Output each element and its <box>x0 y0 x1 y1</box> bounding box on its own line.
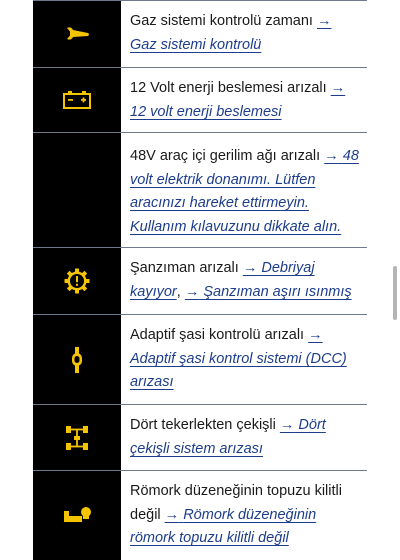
row-label: Dört tekerlekten çekişli <box>130 417 276 433</box>
four-wheel-drive-icon <box>66 425 88 451</box>
link-48v-electrical-system[interactable]: → 48 volt elektrik donanımı. Lütfen aracınızı hareket ettirmeyin. Kullanım kılavuzunu dikkate alın. <box>130 148 359 235</box>
table-row <box>33 315 367 405</box>
row-label: Römork düzeneğinin topuzu kilitli değil <box>130 483 342 523</box>
row-label: Gaz sistemi kontrolü zamanı <box>130 13 313 29</box>
scrollbar[interactable] <box>393 266 397 320</box>
link-4wd-system-fault[interactable]: → Dört çekişli sistem arızası <box>130 417 326 457</box>
transmission-gear-warning-icon <box>64 268 90 294</box>
table-row <box>33 405 367 471</box>
link-dcc-malfunction[interactable]: → Adaptif şasi kontrol sistemi (DCC) arızası <box>130 327 347 391</box>
table-row <box>33 471 367 560</box>
adaptive-chassis-icon <box>70 347 84 373</box>
row-label: Adaptif şasi kontrolü arızalı <box>130 327 305 343</box>
wrench-icon <box>64 26 90 42</box>
trailer-hitch-icon <box>62 507 92 525</box>
battery-icon <box>62 90 92 110</box>
table-row <box>33 68 367 133</box>
icon-cell <box>33 471 121 560</box>
icon-cell <box>33 68 121 132</box>
link-12v-power-supply[interactable]: → 12 volt enerji beslemesi <box>130 80 346 120</box>
link-gas-system-check[interactable]: → Gaz sistemi kontrolü <box>130 13 332 53</box>
link-clutch-slipping[interactable]: → Debriyaj kayıyor <box>130 260 315 300</box>
icon-cell <box>33 1 121 67</box>
icon-cell <box>33 248 121 314</box>
row-label: Şanzıman arızalı <box>130 260 239 276</box>
warning-lights-table <box>33 0 367 560</box>
row-label: 48V araç içi gerilim ağı arızalı <box>130 148 321 164</box>
table-row <box>33 133 367 248</box>
table-row: Şanzıman arızalı → Debriyaj kayıyor, → Şanzıman aşırı ısınmış <box>33 248 367 315</box>
link-transmission-overheated[interactable]: → Şanzıman aşırı ısınmış <box>184 283 352 300</box>
icon-cell <box>33 315 121 404</box>
link-trailer-ball-unlocked[interactable]: → Römork düzeneğinin römork topuzu kilitli değil <box>130 506 317 547</box>
row-label: 12 Volt enerji beslemesi arızalı <box>130 80 327 96</box>
icon-cell <box>33 405 121 470</box>
table-row <box>33 1 367 68</box>
icon-cell <box>33 133 121 247</box>
